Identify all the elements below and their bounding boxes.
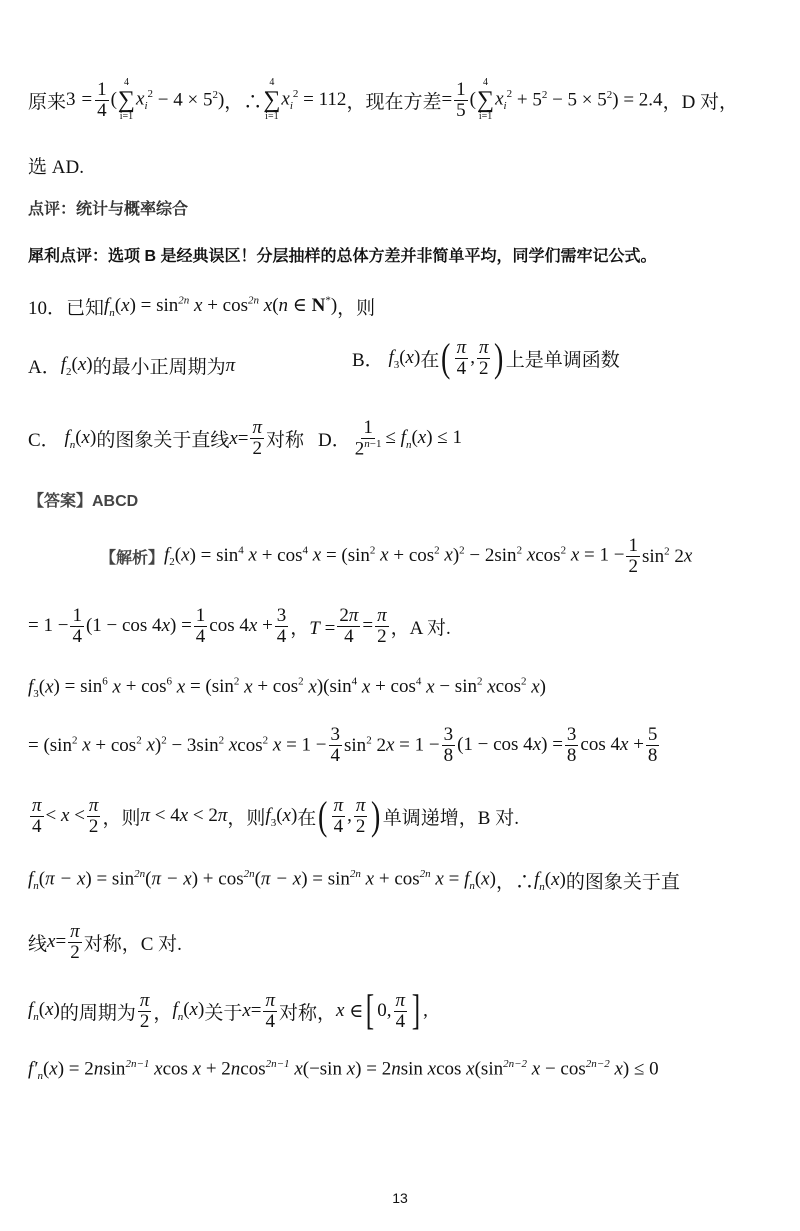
option-c-text1: 的图象关于直线: [96, 430, 230, 452]
analysis-label: 【解析】: [100, 549, 165, 567]
text-now-variance: ，现在方差: [346, 91, 442, 113]
analysis-line-2: = 1 − $\frac{1}{4}$ (1 − cos 4x) = $\frac{1}{4}$ cos 4x + $\frac{3}{4}$ ，T = $\frac{2\pi}{4}$ = $\frac{\pi}{2}$ ，A 对.: [28, 605, 451, 647]
text-symmetric: 对称，: [279, 1002, 337, 1024]
option-c-text2: 对称: [266, 430, 305, 452]
option-d-label: D．: [318, 430, 351, 452]
text-d-correct: ，D 对，: [662, 91, 739, 113]
answer-text: 【答案】ABCD: [28, 493, 139, 510]
text-then: ，则: [337, 298, 376, 319]
analysis-line-8: $f_n(x)$ 的周期为 $\frac{\pi}{2}$ ， $f_n(x)$ 关于 x = $\frac{\pi}{4}$ 对称， x ∈ [ 0, $\frac{\pi}{4}$ ] ,: [28, 988, 428, 1034]
text-in: 在: [297, 807, 317, 829]
option-a: A． $f_2(x)$ 的最小正周期为 π: [28, 353, 236, 378]
text-graph-symmetric: 的图象关于直: [565, 872, 680, 893]
analysis-line-1: 【解析】 $f_2(x) = \sin^4 x + \cos^4 x = (\sin^2$ $x + \cos^2 x)^2 - 2\sin^2$ xcos$^2$ x = 1 − $\frac{1}{2}$ $\sin^2 2x$: [100, 535, 693, 577]
comment-label: [28, 196, 188, 219]
analysis-line-5: $\frac{\pi}{4}$ < x < $\frac{\pi}{2}$ ，则 π < 4x < 2π ，则 $f_3(x)$ 在 ( $\frac{\pi}{4}$ , $\frac{\pi}{2}$ ) 单调递增，B 对.: [32, 793, 519, 839]
question-10: 10．已知 $f_n(x) = \sin^{2n} x + \cos^{2n} x(n$ ∈ N*) ，则: [28, 294, 376, 319]
line-select-ad: [28, 152, 84, 179]
text-then-1: ，则: [102, 807, 141, 829]
comment-sharp: [28, 243, 656, 266]
text-then-2: ，则: [227, 807, 266, 829]
text-therefore-2: ，∴: [495, 872, 534, 893]
text-therefore: ，∴: [224, 91, 263, 113]
analysis-line-4: = ($\sin^2$ $x + \cos^2 x)^2 - 3\sin^2$ xcos$^2$ x = 1 − $\frac{3}{4}$ $\sin^2 2x = 1$ − $\frac{3}{8}$ (1 − cos 4x) = $\frac{3}{8}$ cos 4x + $\frac{5}{8}$: [28, 724, 658, 766]
text-about: 关于: [204, 1002, 243, 1024]
analysis-line-3: $f_3(x) = \sin^6 x + \cos^6 x = (\sin^2$ $x + \cos^2 x)(\sin^4$ $x + \cos^4 x - \sin^2 xcos^2$ x): [28, 676, 546, 701]
line-variance-calc: 原来 3 = $\frac{1}{4}$ ( 4 ∑ i=1 $x_i^2$ − $4 \times 5^2$) ，∴ 4 ∑ i=1 $x_i^2$ = 112 ，现在方差 = $\frac{1}{5}$ ( 4 ∑ i=1 $x_i^2$ + $5^2 - 5 \times 5^2) = 2.4$ ，D 对，: [28, 77, 739, 122]
text-a-correct: ，A 对.: [390, 617, 451, 639]
option-b: B． $f_3(x)$ 在 ( $\frac{\pi}{4}$ , $\frac{\pi}{2}$ ) 上是单调函数: [352, 335, 620, 381]
analysis-line-6: $f_n(\pi - x) = \sin^{2n}(\pi - x) + \cos^{2n}(\pi - x) = \sin^{2n} x + \cos^{2n} x = f_n(x)$ ，∴ $f_n(x)$ 的图象关于直: [28, 868, 680, 893]
option-c-label: C．: [28, 430, 60, 452]
text-comment-sharp: 犀利点评：选项 B 是经典误区！分层抽样的总体方差并非简单平均，同学们需牢记公式。: [28, 248, 657, 265]
analysis-line-9: $f'_n(x) = 2nsin^{2n-1}$ xcos x + 2ncos$^{2n-1}$ x(−sin x) = 2nsin xcos $x(\sin^{2n-2}$ $x - \cos^{2n-2} x) \le 0$: [28, 1058, 659, 1083]
text-period: 的周期为: [59, 1002, 136, 1024]
text-original: 原来: [28, 91, 67, 113]
question-number: 10．已知: [28, 298, 105, 319]
option-a-text: 的最小正周期为: [92, 357, 226, 378]
option-a-label: A．: [28, 357, 61, 378]
analysis-line-7: 线 x = $\frac{\pi}{2}$ 对称，C 对.: [28, 921, 182, 963]
text-b-correct: 单调递增，B 对.: [382, 807, 519, 829]
option-b-text2: 上是单调函数: [505, 349, 620, 371]
text-c-correct: 对称，C 对.: [83, 933, 182, 955]
option-b-label: B．: [352, 349, 384, 371]
text-comment-label: 点评：统计与概率综合: [28, 201, 189, 218]
text-select-ad: 选 AD.: [28, 157, 84, 178]
answer: [28, 488, 138, 511]
page-number: 13: [392, 1190, 408, 1206]
option-c: C． $f_n(x)$ 的图象关于直线 x = $\frac{\pi}{2}$ 对称 D． $\frac{1}{2^{n-1}}$ ≤ $f_n(x) \le 1$: [28, 417, 462, 460]
text-line-word: 线: [28, 933, 48, 955]
option-b-text1: 在: [420, 349, 440, 371]
